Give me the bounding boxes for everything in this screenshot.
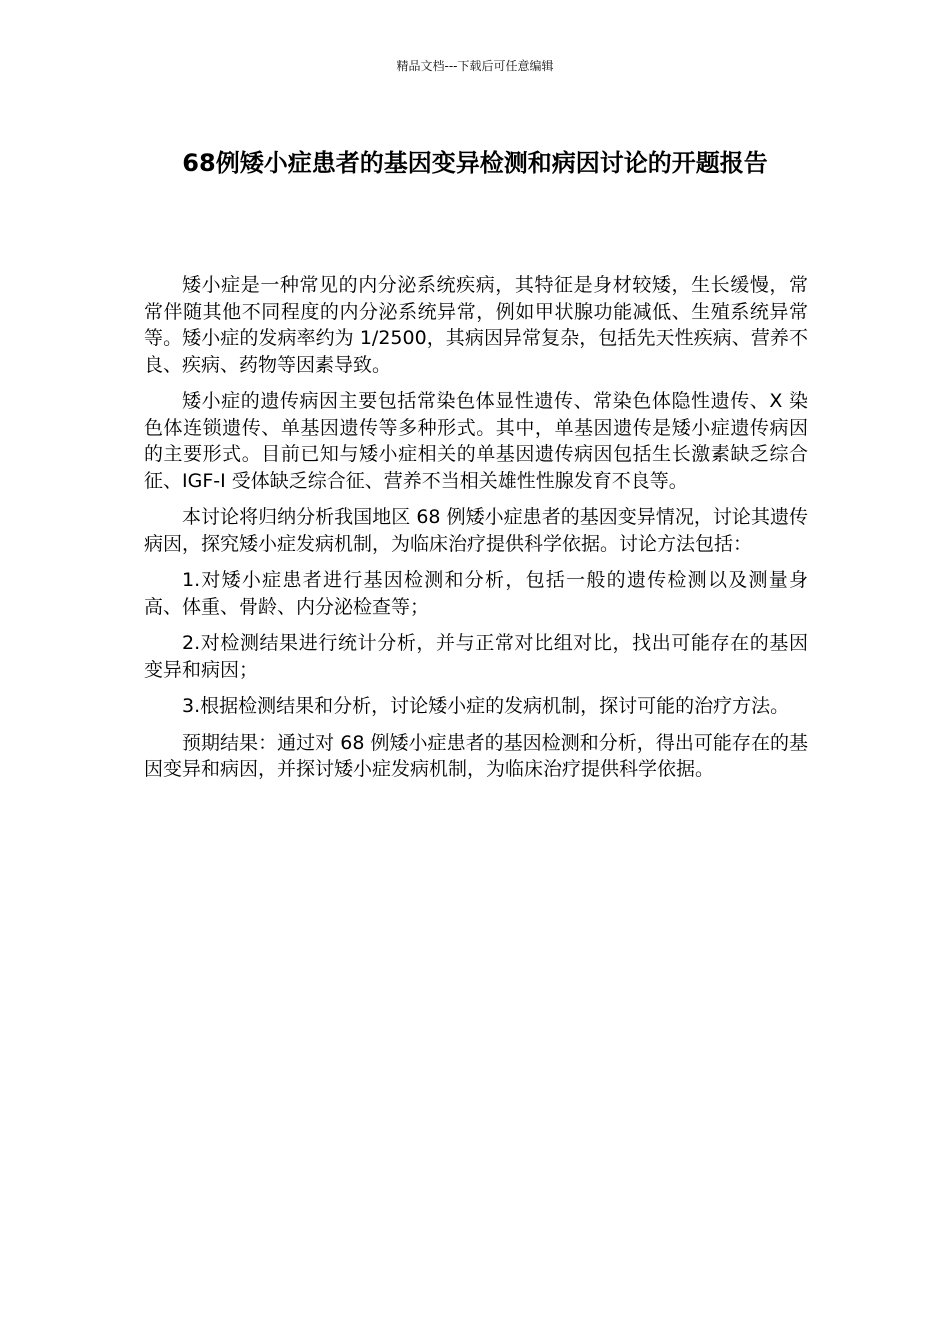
page-header-note: 精品文档---下载后可任意编辑	[396, 59, 554, 73]
paragraph-method-3: 3.根据检测结果和分析，讨论矮小症的发病机制，探讨可能的治疗方法。	[182, 695, 790, 717]
paragraph-intro: 矮小症是一种常见的内分泌系统疾病，其特征是身材较矮，生长缓慢，常常伴随其他不同程度的内分泌系统异常，例如甲状腺功能减低、生殖系统异常等。矮小症的发病率约为 1/2500，其病因异常复杂，包括先天性疾病、营养不良、疾病、药物等因素导致。	[144, 274, 808, 376]
paragraph-genetic-causes: 矮小症的遗传病因主要包括常染色体显性遗传、常染色体隐性遗传、X 染色体连锁遗传、单基因遗传等多种形式。其中，单基因遗传是矮小症遗传病因的主要形式。目前已知与矮小症相关的单基因遗传病因包括生长激素缺乏综合征、IGF-I 受体缺乏综合征、营养不当相关雄性性腺发育不良等。	[144, 390, 808, 492]
document-body	[144, 272, 808, 793]
paragraph-method-1: 1.对矮小症患者进行基因检测和分析，包括一般的遗传检测以及测量身高、体重、骨龄、内分泌检查等；	[144, 569, 808, 618]
document-title: 68例矮小症患者的基因变异检测和病因讨论的开题报告	[182, 149, 768, 177]
paragraph-study-purpose: 本讨论将归纳分析我国地区 68 例矮小症患者的基因变异情况，讨论其遗传病因，探究矮小症发病机制，为临床治疗提供科学依据。讨论方法包括：	[144, 506, 808, 555]
paragraph-expected-results: 预期结果：通过对 68 例矮小症患者的基因检测和分析，得出可能存在的基因变异和病因，并探讨矮小症发病机制，为临床治疗提供科学依据。	[144, 731, 808, 780]
paragraph-method-2: 2.对检测结果进行统计分析，并与正常对比组对比，找出可能存在的基因变异和病因；	[144, 632, 808, 681]
